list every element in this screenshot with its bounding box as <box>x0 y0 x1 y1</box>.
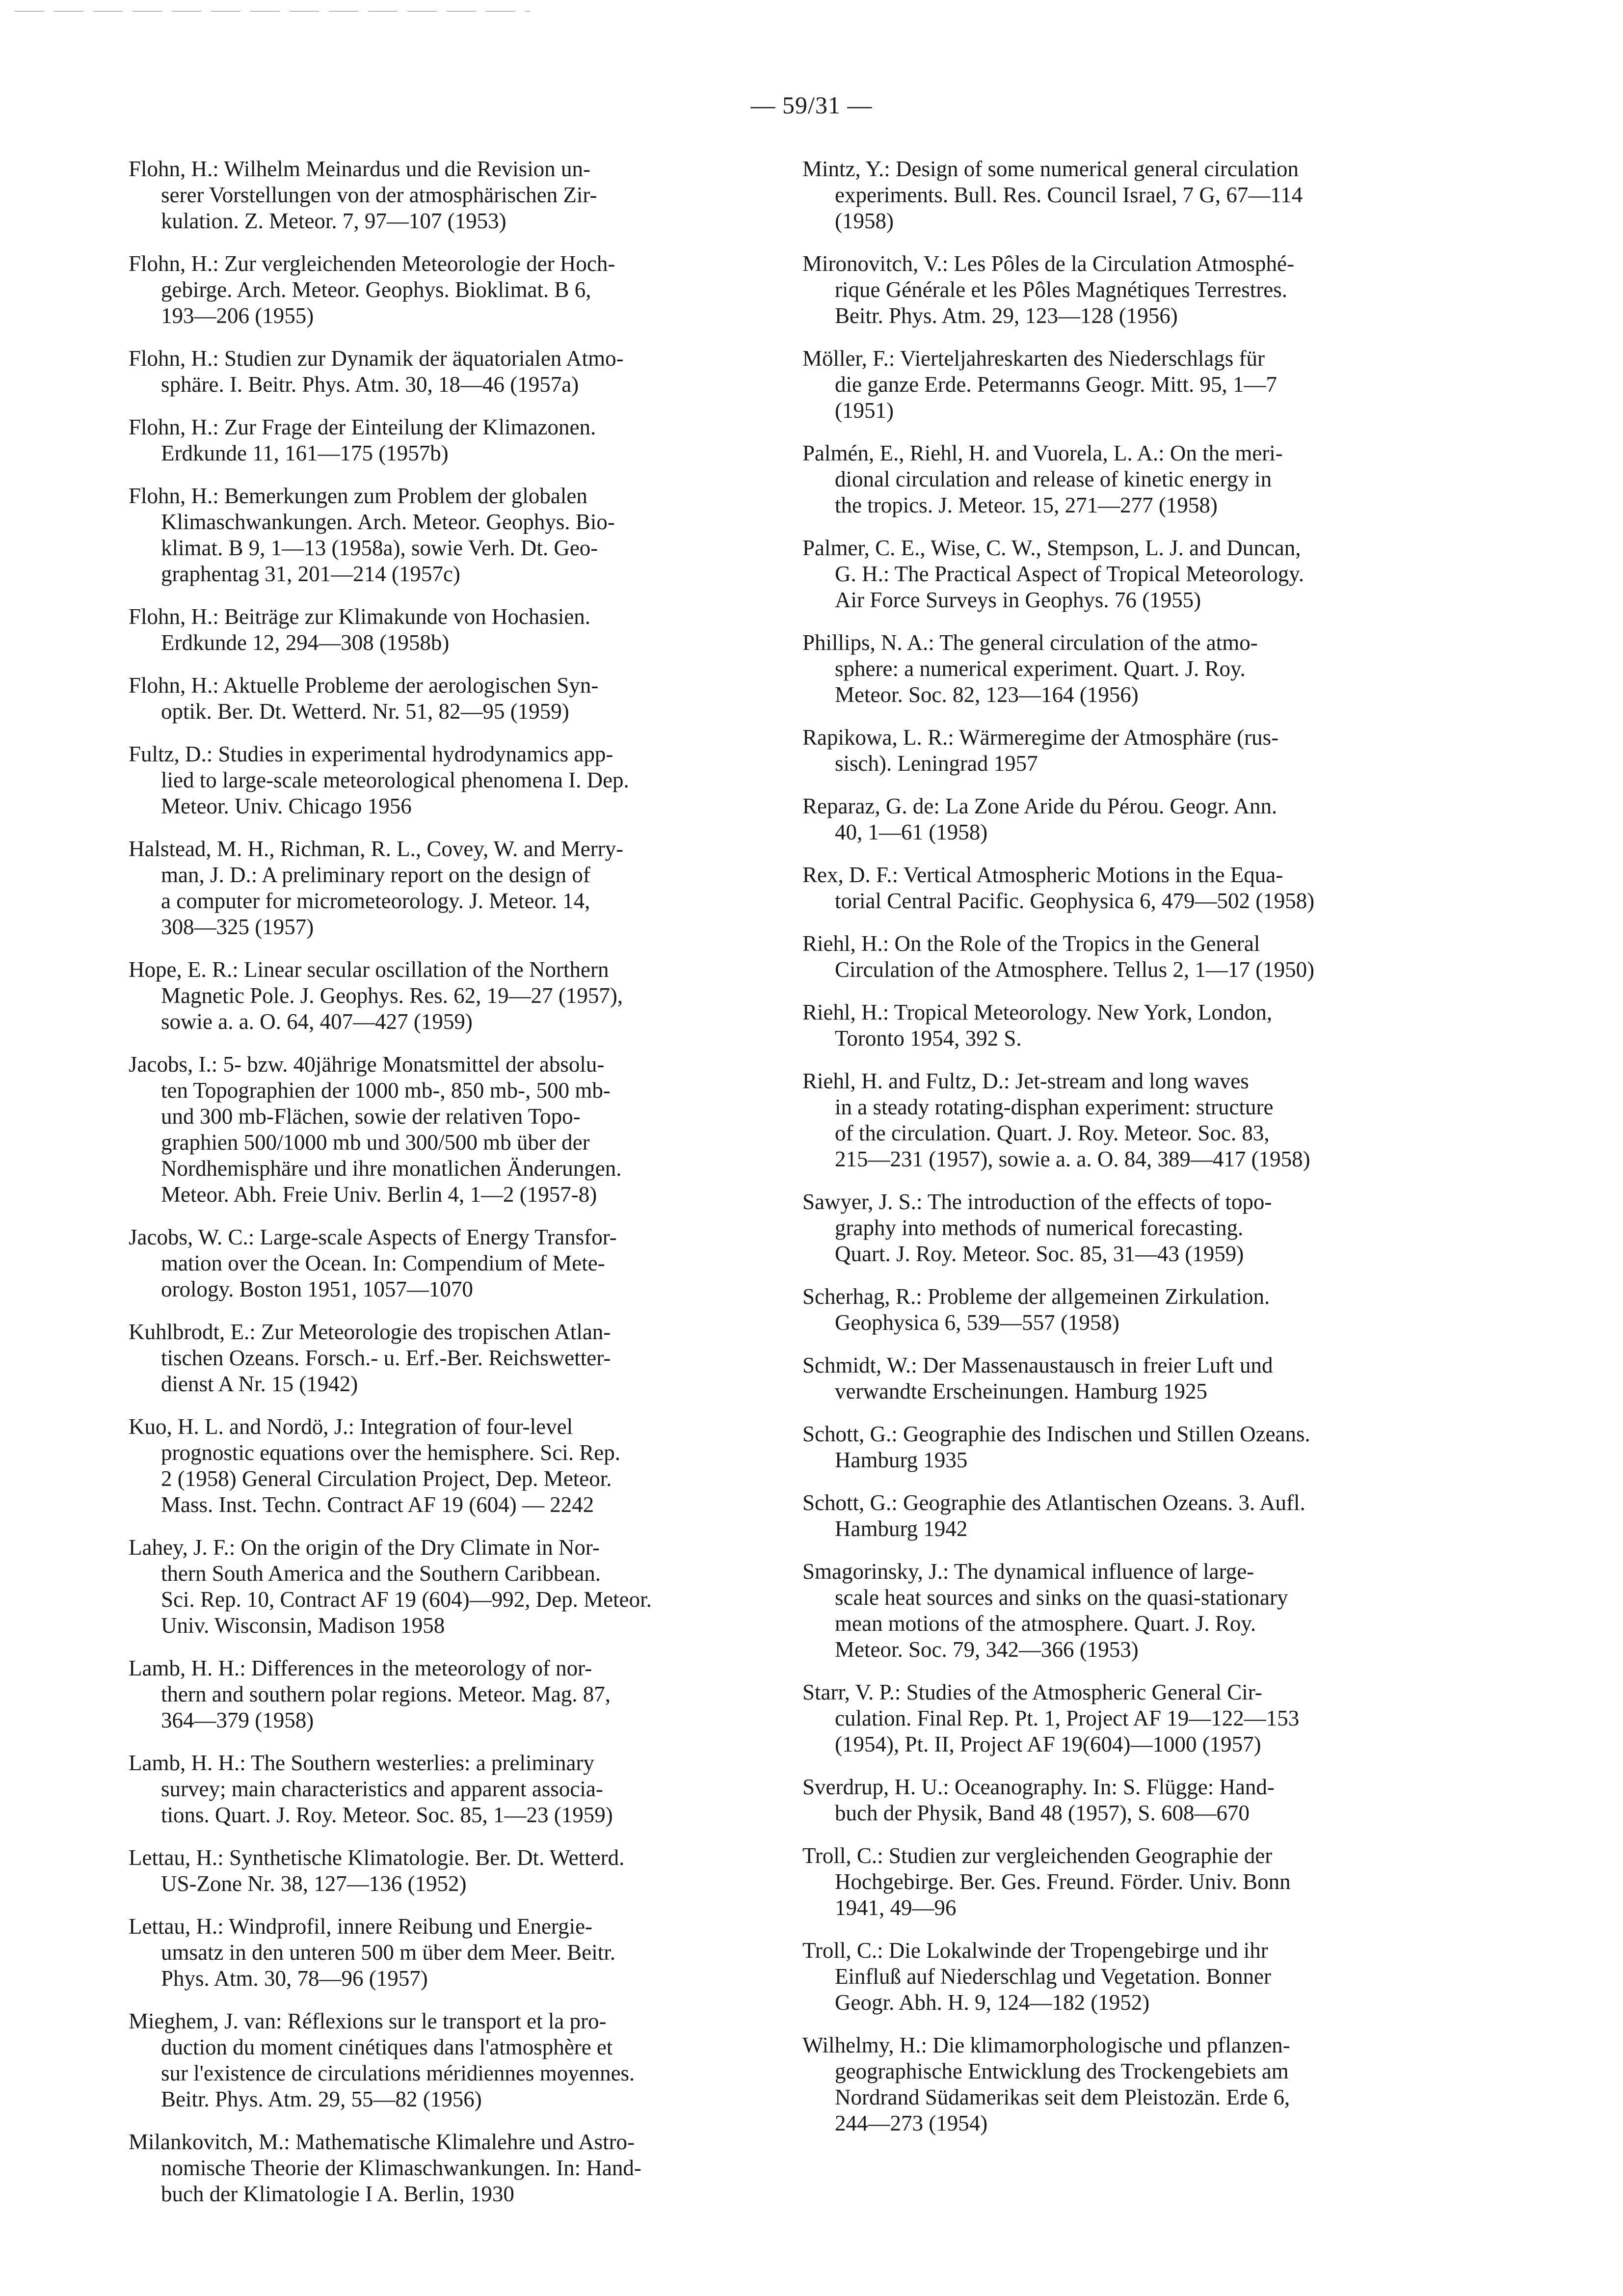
reference-line: serer Vorstellungen von der atmosphärischen Zir- <box>161 183 597 207</box>
reference-entry <box>802 1490 1445 1542</box>
reference-entry <box>129 2008 772 2112</box>
reference-line: culation. Final Rep. Pt. 1, Project AF 19—122—153 <box>835 1706 1300 1730</box>
reference-line: dional circulation and release of kinetic energy in <box>835 467 1272 491</box>
reference-line: Wilhelmy, H.: Die klimamorphologische und pflanzen- <box>802 2033 1290 2057</box>
reference-line: Flohn, H.: Studien zur Dynamik der äquatorialen Atmo- <box>129 346 624 371</box>
reference-line: G. H.: The Practical Aspect of Tropical Meteorology. <box>835 562 1304 586</box>
reference-line: Troll, C.: Die Lokalwinde der Tropengebirge und ihr <box>802 1938 1268 1963</box>
reference-line: Meteor. Soc. 79, 342—366 (1953) <box>835 1637 1139 1662</box>
reference-line: Rex, D. F.: Vertical Atmospheric Motions in the Equa- <box>802 863 1283 887</box>
reference-line: Mass. Inst. Techn. Contract AF 19 (604) — 2242 <box>161 1492 594 1517</box>
reference-line: Milankovitch, M.: Mathematische Klimalehre und Astro- <box>129 2130 635 2154</box>
reference-entry <box>802 1774 1445 1826</box>
reference-entry <box>802 251 1445 329</box>
reference-line: scale heat sources and sinks on the quasi-stationary <box>835 1585 1288 1610</box>
reference-entry <box>802 1189 1445 1267</box>
reference-line: Circulation of the Atmosphere. Tellus 2, 1—17 (1950) <box>835 957 1315 982</box>
reference-line: duction du moment cinétiques dans l'atmosphère et <box>161 2035 613 2059</box>
reference-line: 308—325 (1957) <box>161 915 314 939</box>
reference-entry <box>129 2129 772 2207</box>
reference-line: the tropics. J. Meteor. 15, 271—277 (1958) <box>835 493 1218 517</box>
reference-entry <box>129 414 772 466</box>
reference-entry <box>802 725 1445 777</box>
reference-line: Jacobs, I.: 5- bzw. 40jährige Monatsmittel der absolu- <box>129 1052 605 1077</box>
reference-line: nomische Theorie der Klimaschwankungen. In: Hand- <box>161 2156 641 2180</box>
reference-line: in a steady rotating-disphan experiment: structure <box>835 1095 1274 1119</box>
reference-line: Möller, F.: Vierteljahreskarten des Niederschlags für <box>802 346 1265 371</box>
reference-line: Kuhlbrodt, E.: Zur Meteorologie des tropischen Atlan- <box>129 1320 611 1344</box>
reference-line: Lahey, J. F.: On the origin of the Dry Climate in Nor- <box>129 1535 600 1560</box>
reference-line: Flohn, H.: Bemerkungen zum Problem der globalen <box>129 484 587 508</box>
reference-line: 364—379 (1958) <box>161 1708 314 1732</box>
reference-line: Beitr. Phys. Atm. 29, 55—82 (1956) <box>161 2087 482 2111</box>
reference-entry <box>802 1938 1445 2016</box>
reference-line: Flohn, H.: Wilhelm Meinardus und die Revision un- <box>129 157 591 181</box>
reference-line: Klimaschwankungen. Arch. Meteor. Geophys. Bio- <box>161 510 615 534</box>
reference-line: geographische Entwicklung des Trockengebiets am <box>835 2059 1289 2083</box>
reference-entry <box>802 1068 1445 1172</box>
reference-line: orology. Boston 1951, 1057—1070 <box>161 1277 473 1301</box>
reference-entry <box>802 535 1445 613</box>
reference-line: Riehl, H.: Tropical Meteorology. New York, London, <box>802 1000 1273 1025</box>
reference-line: Hope, E. R.: Linear secular oscillation of the Northern <box>129 957 609 982</box>
reference-line: Nordrand Südamerikas seit dem Pleistozän. Erde 6, <box>835 2085 1290 2109</box>
reference-entry <box>802 1421 1445 1473</box>
reference-line: Riehl, H. and Fultz, D.: Jet-stream and long waves <box>802 1069 1249 1093</box>
reference-line: und 300 mb-Flächen, sowie der relativen Topo- <box>161 1104 581 1129</box>
reference-entry <box>802 1352 1445 1405</box>
reference-line: Riehl, H.: On the Role of the Tropics in the General <box>802 931 1260 956</box>
reference-line: Palmén, E., Riehl, H. and Vuorela, L. A.: On the meri- <box>802 441 1283 465</box>
reference-line: Erdkunde 11, 161—175 (1957b) <box>161 441 449 465</box>
reference-entry <box>802 793 1445 845</box>
reference-line: umsatz in den unteren 500 m über dem Meer. Beitr. <box>161 1940 616 1965</box>
reference-line: graphien 500/1000 mb und 300/500 mb über der <box>161 1130 590 1155</box>
reference-entry <box>129 741 772 819</box>
reference-line: sisch). Leningrad 1957 <box>835 751 1038 776</box>
reference-line: die ganze Erde. Petermanns Geogr. Mitt. 95, 1—7 <box>835 372 1277 397</box>
reference-entry <box>129 251 772 329</box>
reference-line: Halstead, M. H., Richman, R. L., Covey, W. and Merry- <box>129 837 624 861</box>
reference-line: mean motions of the atmosphere. Quart. J. Roy. <box>835 1611 1256 1636</box>
reference-line: Lettau, H.: Synthetische Klimatologie. Ber. Dt. Wetterd. <box>129 1845 625 1870</box>
reference-line: Mironovitch, V.: Les Pôles de la Circulation Atmosphé- <box>802 251 1294 276</box>
reference-line: survey; main characteristics and apparent associa- <box>161 1777 603 1801</box>
reference-line: Flohn, H.: Zur Frage der Einteilung der Klimazonen. <box>129 415 596 439</box>
reference-line: Fultz, D.: Studies in experimental hydrodynamics app- <box>129 742 613 766</box>
reference-entry <box>802 1559 1445 1663</box>
reference-line: mation over the Ocean. In: Compendium of Mete- <box>161 1251 605 1275</box>
reference-line: Kuo, H. L. and Nordö, J.: Integration of four-level <box>129 1414 573 1439</box>
reference-entry <box>129 1414 772 1518</box>
reference-line: Mieghem, J. van: Réflexions sur le transport et la pro- <box>129 2009 607 2033</box>
reference-entry <box>129 1224 772 1302</box>
reference-line: Meteor. Soc. 82, 123—164 (1956) <box>835 682 1139 707</box>
reference-line: (1954), Pt. II, Project AF 19(604)—1000 (1957) <box>835 1732 1261 1756</box>
reference-line: optik. Ber. Dt. Wetterd. Nr. 51, 82—95 (1959) <box>161 699 569 724</box>
reference-line: Quart. J. Roy. Meteor. Soc. 85, 31—43 (1959) <box>835 1242 1244 1266</box>
reference-line: buch der Physik, Band 48 (1957), S. 608—670 <box>835 1801 1250 1825</box>
reference-entry <box>129 673 772 725</box>
reference-line: torial Central Pacific. Geophysica 6, 479—502 (1958) <box>835 889 1315 913</box>
reference-line: 193—206 (1955) <box>161 303 314 328</box>
reference-line: 1941, 49—96 <box>835 1895 957 1920</box>
reference-entry <box>129 1914 772 1992</box>
reference-entry <box>802 156 1445 234</box>
reference-entry <box>802 1843 1445 1921</box>
reference-line: Toronto 1954, 392 S. <box>835 1026 1022 1051</box>
reference-column-right <box>802 156 1445 2153</box>
reference-line: gebirge. Arch. Meteor. Geophys. Bioklimat. B 6, <box>161 277 591 302</box>
reference-entry <box>129 483 772 587</box>
reference-line: klimat. B 9, 1—13 (1958a), sowie Verh. Dt. Geo- <box>161 536 598 560</box>
reference-line: Lettau, H.: Windprofil, innere Reibung und Energie- <box>129 1914 593 1939</box>
reference-line: Flohn, H.: Beiträge zur Klimakunde von Hochasien. <box>129 604 591 629</box>
reference-line: a computer for micrometeorology. J. Meteor. 14, <box>161 889 590 913</box>
reference-entry <box>802 440 1445 518</box>
reference-line: 2 (1958) General Circulation Project, Dep. Meteor. <box>161 1466 612 1491</box>
reference-entry <box>802 630 1445 708</box>
reference-entry <box>129 1052 772 1208</box>
reference-line: man, J. D.: A preliminary report on the design of <box>161 863 590 887</box>
reference-line: sur l'existence de circulations méridiennes moyennes. <box>161 2061 635 2085</box>
reference-line: Scherhag, R.: Probleme der allgemeinen Zirkulation. <box>802 1284 1270 1309</box>
reference-entry <box>129 156 772 234</box>
reference-line: US-Zone Nr. 38, 127—136 (1952) <box>161 1871 467 1896</box>
reference-line: Meteor. Univ. Chicago 1956 <box>161 794 412 818</box>
reference-line: sphere: a numerical experiment. Quart. J. Roy. <box>835 656 1246 681</box>
reference-line: Hamburg 1935 <box>835 1448 968 1472</box>
reference-line: Schott, G.: Geographie des Indischen und Stillen Ozeans. <box>802 1422 1310 1446</box>
reference-line: Smagorinsky, J.: The dynamical influence of large- <box>802 1559 1254 1584</box>
reference-line: sowie a. a. O. 64, 407—427 (1959) <box>161 1009 473 1034</box>
reference-line: verwandte Erscheinungen. Hamburg 1925 <box>835 1379 1207 1404</box>
reference-line: experiments. Bull. Res. Council Israel, 7 G, 67—114 <box>835 183 1303 207</box>
reference-line: 244—273 (1954) <box>835 2111 988 2135</box>
reference-line: Phillips, N. A.: The general circulation of the atmo- <box>802 630 1258 655</box>
reference-entry <box>129 604 772 656</box>
reference-entry <box>802 346 1445 424</box>
reference-line: Sci. Rep. 10, Contract AF 19 (604)—992, Dep. Meteor. <box>161 1587 652 1612</box>
reference-line: Einfluß auf Niederschlag und Vegetation. Bonner <box>835 1964 1271 1989</box>
reference-line: Beitr. Phys. Atm. 29, 123—128 (1956) <box>835 303 1178 328</box>
reference-line: Geophysica 6, 539—557 (1958) <box>835 1310 1119 1335</box>
reference-line: ten Topographien der 1000 mb-, 850 mb-, 500 mb- <box>161 1078 611 1103</box>
reference-line: Magnetic Pole. J. Geophys. Res. 62, 19—27 (1957), <box>161 983 623 1008</box>
reference-line: (1951) <box>835 398 894 423</box>
scan-artifact-rule <box>15 11 530 12</box>
reference-line: Troll, C.: Studien zur vergleichenden Geographie der <box>802 1843 1273 1868</box>
reference-line: Flohn, H.: Zur vergleichenden Meteorologie der Hoch- <box>129 251 615 276</box>
reference-line: sphäre. I. Beitr. Phys. Atm. 30, 18—46 (1957a) <box>161 372 579 397</box>
reference-entry <box>129 1750 772 1828</box>
reference-line: Geogr. Abh. H. 9, 124—182 (1952) <box>835 1990 1150 2015</box>
reference-line: thern South America and the Southern Caribbean. <box>161 1561 601 1586</box>
reference-line: Lamb, H. H.: Differences in the meteorology of nor- <box>129 1656 592 1680</box>
reference-line: Air Force Surveys in Geophys. 76 (1955) <box>835 588 1201 612</box>
reference-line: Univ. Wisconsin, Madison 1958 <box>161 1613 445 1638</box>
reference-line: Rapikowa, L. R.: Wärmeregime der Atmosphäre (rus- <box>802 725 1279 750</box>
reference-entry <box>802 999 1445 1052</box>
reference-line: of the circulation. Quart. J. Roy. Meteor. Soc. 83, <box>835 1121 1270 1145</box>
reference-line: graphentag 31, 201—214 (1957c) <box>161 562 460 586</box>
reference-entry <box>802 2032 1445 2136</box>
reference-entry <box>129 836 772 940</box>
reference-line: Phys. Atm. 30, 78—96 (1957) <box>161 1966 428 1991</box>
reference-line: prognostic equations over the hemisphere. Sci. Rep. <box>161 1440 621 1465</box>
reference-line: lied to large-scale meteorological phenomena I. Dep. <box>161 768 629 792</box>
reference-line: buch der Klimatologie I A. Berlin, 1930 <box>161 2182 514 2206</box>
reference-line: Lamb, H. H.: The Southern westerlies: a preliminary <box>129 1751 594 1775</box>
reference-entry <box>129 1535 772 1639</box>
reference-line: Erdkunde 12, 294—308 (1958b) <box>161 630 450 655</box>
reference-line: dienst A Nr. 15 (1942) <box>161 1372 358 1396</box>
reference-entry <box>129 1845 772 1897</box>
reference-line: Flohn, H.: Aktuelle Probleme der aerologischen Syn- <box>129 673 599 698</box>
reference-entry <box>802 1284 1445 1336</box>
reference-line: Hochgebirge. Ber. Ges. Freund. Förder. Univ. Bonn <box>835 1869 1291 1894</box>
reference-line: kulation. Z. Meteor. 7, 97—107 (1953) <box>161 209 506 233</box>
reference-line: graphy into methods of numerical forecasting. <box>835 1216 1244 1240</box>
reference-entry <box>802 1679 1445 1757</box>
reference-line: 215—231 (1957), sowie a. a. O. 84, 389—417 (1958) <box>835 1147 1310 1171</box>
reference-line: Jacobs, W. C.: Large-scale Aspects of Energy Transfor- <box>129 1225 617 1249</box>
reference-entry <box>802 862 1445 914</box>
reference-entry <box>129 957 772 1035</box>
reference-line: Schmidt, W.: Der Massenaustausch in freier Luft und <box>802 1353 1273 1378</box>
reference-line: Sawyer, J. S.: The introduction of the effects of topo- <box>802 1189 1272 1214</box>
reference-entry <box>802 931 1445 983</box>
reference-line: Sverdrup, H. U.: Oceanography. In: S. Flügge: Hand- <box>802 1775 1275 1799</box>
reference-line: Nordhemisphäre und ihre monatlichen Änderungen. <box>161 1156 622 1181</box>
reference-entry <box>129 1655 772 1733</box>
reference-line: thern and southern polar regions. Meteor. Mag. 87, <box>161 1682 611 1706</box>
reference-entry <box>129 1319 772 1397</box>
reference-line: Schott, G.: Geographie des Atlantischen Ozeans. 3. Aufl. <box>802 1490 1305 1515</box>
reference-line: (1958) <box>835 209 894 233</box>
reference-line: Reparaz, G. de: La Zone Aride du Pérou. Geogr. Ann. <box>802 794 1277 818</box>
reference-line: 40, 1—61 (1958) <box>835 820 988 844</box>
reference-column-left <box>129 156 772 2224</box>
reference-line: Hamburg 1942 <box>835 1516 968 1541</box>
reference-line: Meteor. Abh. Freie Univ. Berlin 4, 1—2 (1957-8) <box>161 1182 597 1207</box>
page-number: — 59/31 — <box>750 91 873 119</box>
reference-line: Palmer, C. E., Wise, C. W., Stempson, L. J. and Duncan, <box>802 536 1301 560</box>
reference-entry <box>129 346 772 398</box>
reference-line: tions. Quart. J. Roy. Meteor. Soc. 85, 1—23 (1959) <box>161 1803 613 1827</box>
reference-line: Mintz, Y.: Design of some numerical general circulation <box>802 157 1299 181</box>
reference-line: Starr, V. P.: Studies of the Atmospheric General Cir- <box>802 1680 1262 1704</box>
reference-line: rique Générale et les Pôles Magnétiques Terrestres. <box>835 277 1287 302</box>
reference-line: tischen Ozeans. Forsch.- u. Erf.-Ber. Reichswetter- <box>161 1346 611 1370</box>
